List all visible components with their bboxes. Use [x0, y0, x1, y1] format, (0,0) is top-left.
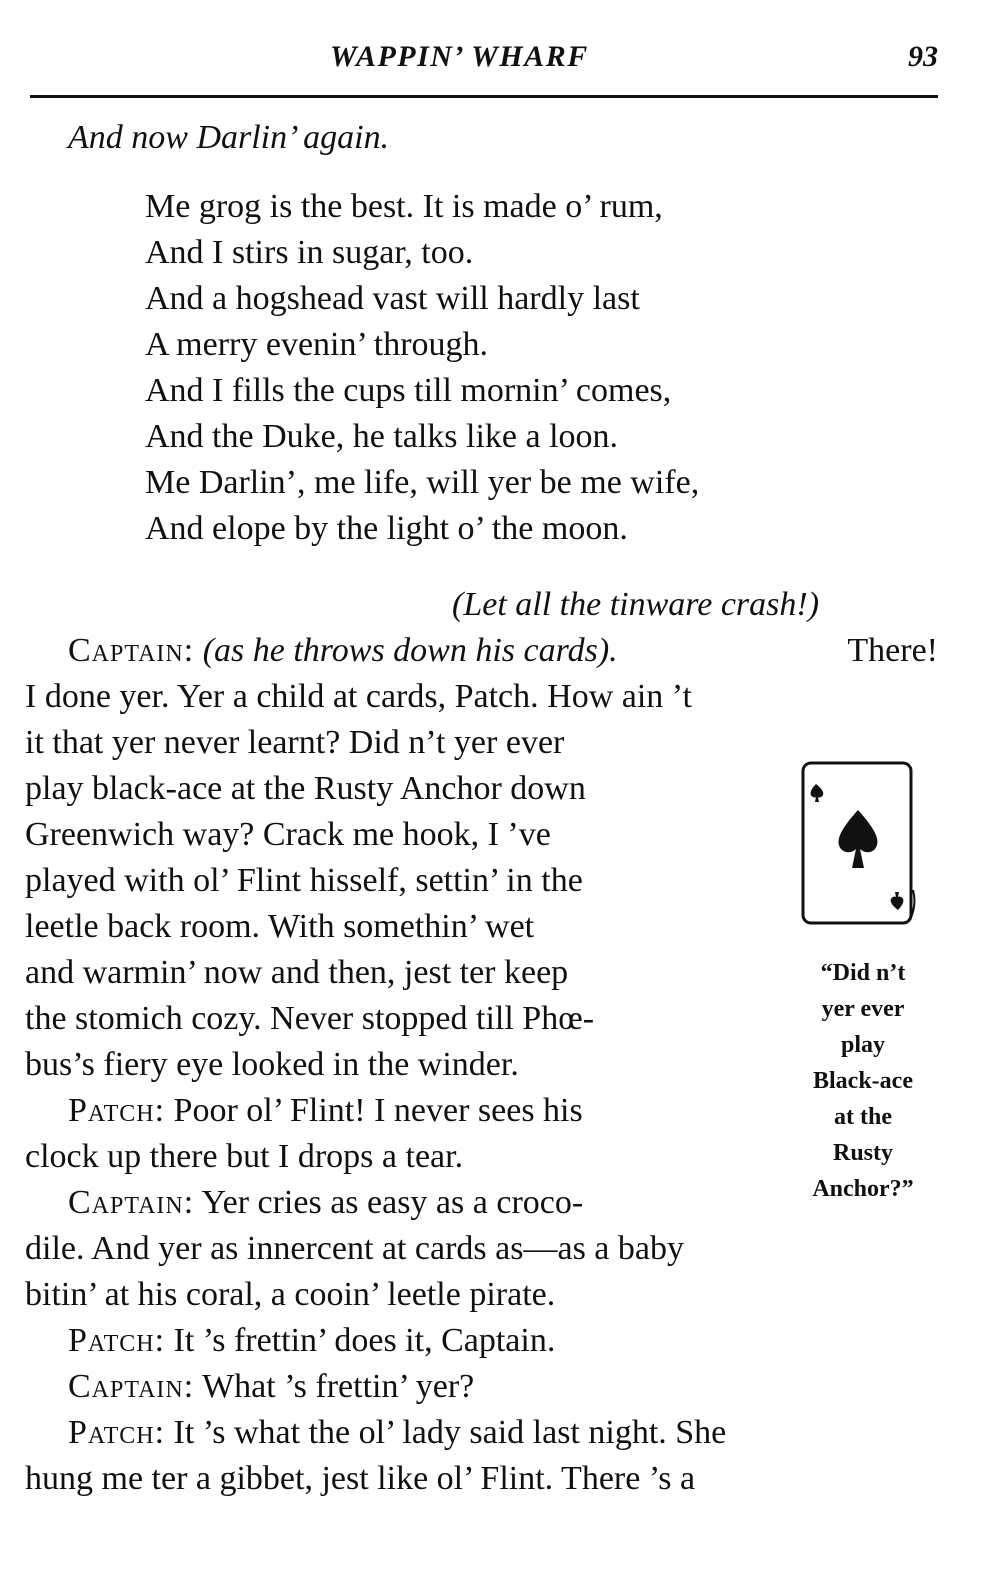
dialogue-text: bitin’ at his coral, a cooin’ leetle pirate.: [25, 1276, 556, 1313]
dialogue-text: Poor ol’ Flint! I never sees his: [173, 1092, 583, 1129]
page-number: 93: [908, 40, 938, 73]
speaker-captain: Captain:: [68, 1184, 195, 1221]
dialogue-text: It ’s what the ol’ lady said last night. She: [173, 1414, 727, 1451]
speaker-patch: Patch:: [68, 1322, 166, 1359]
song-line: A merry evenin’ through.: [145, 326, 489, 363]
song-line: And a hogshead vast will hardly last: [145, 280, 640, 317]
dialogue-text: Greenwich way? Crack me hook, I ’ve: [25, 816, 551, 853]
dialogue-line: [68, 628, 618, 674]
illustration-caption: [798, 955, 928, 1207]
stage-aside: (as he throws down his cards).: [202, 632, 618, 669]
dialogue-text: bus’s fiery eye looked in the winder.: [25, 1046, 519, 1083]
song-line: And I stirs in sugar, too.: [145, 234, 474, 271]
dialogue-line: [68, 1364, 474, 1410]
ace-of-spades-card-icon: [800, 760, 918, 930]
caption-line: “Did n’t: [820, 960, 906, 986]
speaker-patch: Patch:: [68, 1092, 166, 1129]
caption-line: yer ever: [821, 996, 905, 1022]
song-line: And elope by the light o’ the moon.: [145, 510, 628, 547]
caption-line: Black-ace: [813, 1068, 913, 1094]
dialogue-text: and warmin’ now and then, jest ter keep: [25, 954, 569, 991]
speaker-captain: Captain:: [68, 1368, 195, 1405]
dialogue-line: [68, 1410, 726, 1456]
speaker-captain: Captain:: [68, 632, 195, 669]
stage-intro: And now Darlin’ again.: [68, 119, 390, 156]
dialogue-text: clock up there but I drops a tear.: [25, 1138, 464, 1175]
caption-line: play: [840, 1032, 885, 1058]
dialogue-line: [68, 1318, 555, 1364]
dialogue-text: It ’s frettin’ does it, Captain.: [173, 1322, 556, 1359]
dialogue-line: [68, 1088, 583, 1134]
song-line: Me Darlin’, me life, will yer be me wife,: [145, 464, 700, 501]
dialogue-text: Yer cries as easy as a croco-: [201, 1184, 584, 1221]
speaker-patch: Patch:: [68, 1414, 166, 1451]
dialogue-text: There!: [847, 632, 938, 669]
caption-line: Rusty: [832, 1140, 893, 1166]
dialogue-line: [68, 1180, 583, 1226]
dialogue-text: the stomich cozy. Never stopped till Phœ-: [25, 1000, 595, 1037]
dialogue-text: leetle back room. With somethin’ wet: [25, 908, 535, 945]
dialogue-text: dile. And yer as innercent at cards as—as a baby: [25, 1230, 684, 1267]
song-line: And I fills the cups till mornin’ comes,: [145, 372, 672, 409]
header-rule: [30, 95, 938, 98]
caption-line: at the: [834, 1104, 892, 1130]
dialogue-text: hung me ter a gibbet, jest like ol’ Flint. There ’s a: [25, 1460, 696, 1497]
running-title: WAPPIN’ WHARF: [330, 40, 589, 73]
stage-direction: (Let all the tinware crash!): [452, 586, 820, 623]
dialogue-text: What ’s frettin’ yer?: [202, 1368, 475, 1405]
song-line: Me grog is the best. It is made o’ rum,: [145, 188, 663, 225]
dialogue-text: I done yer. Yer a child at cards, Patch. How ain ’t: [25, 678, 692, 715]
caption-line: Anchor?”: [812, 1176, 914, 1202]
dialogue-text: played with ol’ Flint hisself, settin’ in the: [25, 862, 583, 899]
dialogue-text: play black-ace at the Rusty Anchor down: [25, 770, 586, 807]
song-line: And the Duke, he talks like a loon.: [145, 418, 619, 455]
dialogue-text: it that yer never learnt? Did n’t yer ever: [25, 724, 565, 761]
